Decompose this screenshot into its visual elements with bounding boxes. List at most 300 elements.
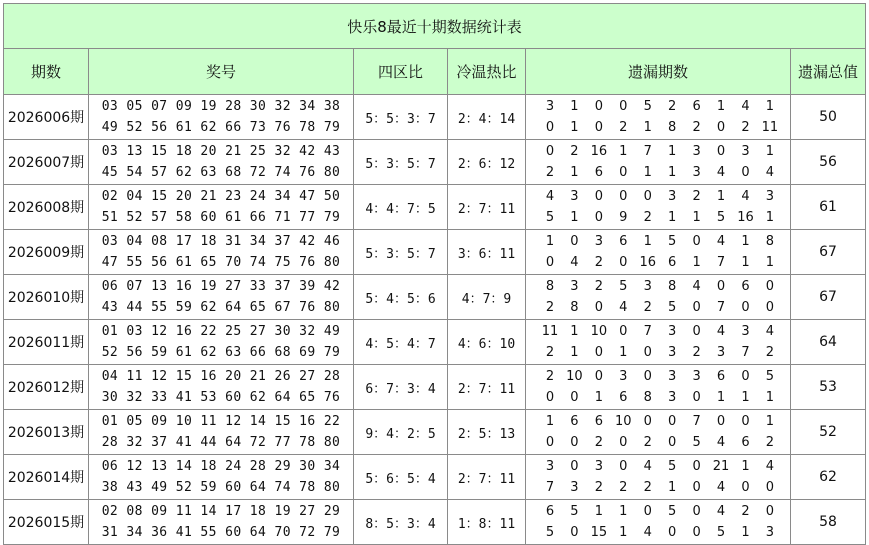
- period-cell: 2026009期: [4, 230, 89, 275]
- omission-value: 0: [741, 480, 750, 495]
- omission-value: 21: [712, 459, 730, 474]
- omission-value: 3: [570, 189, 579, 204]
- omission-value: 9: [619, 210, 628, 225]
- omission-line: [526, 141, 790, 162]
- omission-value: 6: [741, 279, 750, 294]
- omission-value: 6: [692, 99, 701, 114]
- numbers-line: 30 32 33 41 53 60 62 64 65 76: [101, 390, 341, 405]
- temp-ratio-cell: 4：6：10: [448, 320, 526, 365]
- omission-value: 2: [594, 435, 604, 450]
- zone-ratio-cell: 8：5：3：4: [354, 500, 448, 545]
- omission-value: 0: [643, 414, 652, 429]
- omission-value: 1: [668, 144, 677, 159]
- omission-value: 3: [668, 345, 677, 360]
- temp-ratio-cell: 3：6：11: [448, 230, 526, 275]
- omission-line: [526, 162, 790, 183]
- table-row: [4, 500, 866, 545]
- omission-value: 3: [741, 144, 750, 159]
- omission-value: 4: [741, 189, 750, 204]
- numbers-line: 38 43 49 52 59 60 64 74 78 80: [101, 480, 341, 495]
- omission-value: 1: [765, 390, 775, 405]
- omission-value: 0: [692, 480, 701, 495]
- omission-value: 1: [765, 144, 775, 159]
- omission-value: 3: [668, 324, 677, 339]
- period-cell: 2026011期: [4, 320, 89, 365]
- omission-value: 0: [643, 369, 652, 384]
- omission-value: 2: [668, 99, 677, 114]
- omission-line: [526, 207, 790, 228]
- omission-value: 0: [570, 390, 579, 405]
- omission-value: 0: [765, 480, 775, 495]
- omission-value: 5: [668, 234, 677, 249]
- omission-value: 0: [570, 234, 579, 249]
- temp-ratio-cell: 4：7：9: [448, 275, 526, 320]
- header-period: 期数: [4, 49, 89, 95]
- omission-value: 2: [692, 189, 701, 204]
- omission-value: 1: [692, 255, 701, 270]
- omission-value: 1: [765, 210, 775, 225]
- omission-value: 5: [765, 369, 775, 384]
- omission-value: 5: [643, 99, 652, 114]
- omission-value: 10: [566, 369, 583, 384]
- omission-value: 5: [545, 210, 555, 225]
- omission-value: 1: [741, 234, 750, 249]
- numbers-line: 06 12 13 14 18 24 28 29 30 34: [101, 459, 341, 474]
- omission-value: 5: [570, 504, 579, 519]
- omission-value: 1: [570, 120, 579, 135]
- omission-value: 10: [590, 324, 608, 339]
- numbers-line: 31 34 36 41 55 60 64 70 72 79: [101, 525, 341, 540]
- omission-value: 6: [741, 435, 750, 450]
- omission-line: [526, 387, 790, 408]
- header-numbers: 奖号: [89, 49, 354, 95]
- omission-value: 1: [570, 99, 579, 114]
- temp-ratio-cell: 1：8：11: [448, 500, 526, 545]
- numbers-cell: [89, 320, 354, 365]
- omission-value: 0: [741, 300, 750, 315]
- omission-line: [526, 252, 790, 273]
- omission-value: 0: [619, 255, 628, 270]
- omission-value: 0: [765, 504, 775, 519]
- omission-line: [526, 456, 790, 477]
- omission-value: 4: [765, 165, 775, 180]
- omission-value: 0: [545, 120, 555, 135]
- omission-value: 0: [545, 144, 555, 159]
- omission-value: 0: [570, 459, 579, 474]
- omission-value: 3: [643, 279, 652, 294]
- omission-value: 1: [545, 234, 555, 249]
- omission-value: 0: [594, 189, 604, 204]
- omission-value: 16: [639, 255, 657, 270]
- omission-value: 0: [692, 525, 701, 540]
- omission-total-cell: 62: [791, 455, 866, 500]
- omission-value: 1: [741, 255, 750, 270]
- omission-value: 0: [594, 369, 604, 384]
- zone-ratio-cell: 9：4：2：5: [354, 410, 448, 455]
- omission-value: 0: [594, 300, 604, 315]
- numbers-line: 06 07 13 16 19 27 33 37 39 42: [101, 279, 341, 294]
- omission-value: 1: [594, 390, 604, 405]
- zone-ratio-cell: 5：5：3：7: [354, 95, 448, 140]
- omission-value: 2: [643, 300, 652, 315]
- omission-value: 1: [765, 414, 775, 429]
- zone-ratio-cell: 5：4：5：6: [354, 275, 448, 320]
- omission-value: 0: [741, 165, 750, 180]
- omission-value: 3: [570, 480, 579, 495]
- title-row: [4, 4, 866, 49]
- omission-value: 16: [590, 144, 608, 159]
- temp-ratio-cell: 2：7：11: [448, 455, 526, 500]
- period-cell: 2026008期: [4, 185, 89, 230]
- stats-table-frame: [3, 3, 865, 541]
- omission-value: 2: [692, 345, 701, 360]
- omission-value: 4: [716, 165, 726, 180]
- numbers-line: 03 05 07 09 19 28 30 32 34 38: [101, 99, 341, 114]
- lottery-stats-table: [3, 3, 866, 545]
- omission-line: [526, 522, 790, 543]
- omission-value: 3: [765, 525, 775, 540]
- omission-total-cell: 61: [791, 185, 866, 230]
- omission-value: 0: [619, 324, 628, 339]
- header-zone-ratio: 四区比: [354, 49, 448, 95]
- omission-value: 7: [716, 300, 726, 315]
- omission-line: [526, 276, 790, 297]
- table-row: [4, 95, 866, 140]
- omission-total-cell: 58: [791, 500, 866, 545]
- omission-value: 1: [668, 480, 677, 495]
- omission-total-cell: 56: [791, 140, 866, 185]
- table-row: [4, 365, 866, 410]
- omission-value: 7: [716, 255, 726, 270]
- omission-line: [526, 477, 790, 498]
- omission-value: 6: [716, 369, 726, 384]
- omission-value: 2: [741, 504, 750, 519]
- omission-value: 0: [570, 435, 579, 450]
- omission-value: 1: [643, 234, 652, 249]
- omission-line: [526, 411, 790, 432]
- table-row: [4, 275, 866, 320]
- omission-value: 1: [594, 504, 604, 519]
- omission-value: 5: [545, 525, 555, 540]
- omission-value: 1: [741, 525, 750, 540]
- period-cell: 2026013期: [4, 410, 89, 455]
- omission-value: 4: [619, 300, 628, 315]
- omission-line: [526, 501, 790, 522]
- temp-ratio-cell: 2：7：11: [448, 365, 526, 410]
- omission-value: 0: [594, 120, 604, 135]
- zone-ratio-cell: 5：3：5：7: [354, 140, 448, 185]
- numbers-line: 01 05 09 10 11 12 14 15 16 22: [101, 414, 341, 429]
- omission-value: 4: [643, 459, 652, 474]
- omission-value: 3: [716, 345, 726, 360]
- omission-value: 0: [619, 189, 628, 204]
- omission-value: 1: [570, 345, 579, 360]
- omission-value: 7: [741, 345, 750, 360]
- numbers-line: 43 44 55 59 62 64 65 67 76 80: [101, 300, 341, 315]
- omission-value: 0: [668, 525, 677, 540]
- numbers-cell: [89, 500, 354, 545]
- omission-value: 6: [570, 414, 579, 429]
- omission-value: 4: [716, 324, 726, 339]
- omission-value: 0: [741, 369, 750, 384]
- omission-value: 1: [619, 504, 628, 519]
- period-cell: 2026006期: [4, 95, 89, 140]
- zone-ratio-cell: 5：3：5：7: [354, 230, 448, 275]
- numbers-cell: [89, 140, 354, 185]
- omission-value: 1: [668, 210, 677, 225]
- omission-value: 0: [619, 459, 628, 474]
- numbers-line: 51 52 57 58 60 61 66 71 77 79: [101, 210, 341, 225]
- omission-value: 0: [545, 255, 555, 270]
- omission-value: 1: [716, 189, 726, 204]
- omission-cell: [526, 185, 791, 230]
- omission-value: 0: [570, 525, 579, 540]
- numbers-line: 02 04 15 20 21 23 24 34 47 50: [101, 189, 341, 204]
- omission-value: 3: [692, 369, 701, 384]
- omission-value: 8: [545, 279, 555, 294]
- omission-value: 0: [716, 120, 726, 135]
- omission-value: 2: [619, 480, 628, 495]
- numbers-line: 52 56 59 61 62 63 66 68 69 79: [101, 345, 341, 360]
- numbers-cell: [89, 365, 354, 410]
- numbers-cell: [89, 275, 354, 320]
- omission-value: 2: [570, 144, 579, 159]
- header-omission: 遗漏期数: [526, 49, 791, 95]
- period-cell: 2026007期: [4, 140, 89, 185]
- numbers-line: 47 55 56 61 65 70 74 75 76 80: [101, 255, 341, 270]
- omission-value: 1: [668, 165, 677, 180]
- omission-value: 6: [668, 255, 677, 270]
- omission-value: 0: [741, 414, 750, 429]
- omission-value: 11: [541, 324, 559, 339]
- table-title: 快乐8最近十期数据统计表: [4, 4, 866, 49]
- omission-value: 5: [619, 279, 628, 294]
- omission-cell: [526, 320, 791, 365]
- numbers-line: 01 03 12 16 22 25 27 30 32 49: [101, 324, 341, 339]
- numbers-cell: [89, 410, 354, 455]
- omission-line: [526, 231, 790, 252]
- omission-cell: [526, 95, 791, 140]
- omission-line: [526, 321, 790, 342]
- table-row: [4, 185, 866, 230]
- omission-value: 1: [643, 165, 652, 180]
- temp-ratio-cell: 2：4：14: [448, 95, 526, 140]
- omission-value: 2: [619, 120, 628, 135]
- header-row: [4, 49, 866, 95]
- omission-value: 2: [765, 435, 775, 450]
- omission-line: [526, 117, 790, 138]
- table-row: [4, 455, 866, 500]
- omission-value: 4: [692, 279, 701, 294]
- omission-value: 5: [716, 525, 726, 540]
- omission-value: 0: [545, 435, 555, 450]
- omission-value: 4: [716, 435, 726, 450]
- omission-value: 0: [545, 390, 555, 405]
- zone-ratio-cell: 4：5：4：7: [354, 320, 448, 365]
- omission-value: 3: [545, 459, 555, 474]
- omission-value: 0: [619, 435, 628, 450]
- omission-value: 0: [594, 210, 604, 225]
- omission-value: 1: [716, 99, 726, 114]
- omission-value: 0: [643, 345, 652, 360]
- omission-value: 4: [741, 99, 750, 114]
- omission-value: 2: [545, 300, 555, 315]
- omission-cell: [526, 140, 791, 185]
- omission-value: 0: [765, 279, 775, 294]
- zone-ratio-cell: 4：4：7：5: [354, 185, 448, 230]
- table-row: [4, 320, 866, 365]
- period-cell: 2026012期: [4, 365, 89, 410]
- temp-ratio-cell: 2：6：12: [448, 140, 526, 185]
- omission-value: 16: [737, 210, 754, 225]
- omission-value: 15: [590, 525, 608, 540]
- omission-total-cell: 64: [791, 320, 866, 365]
- numbers-line: 28 32 37 41 44 64 72 77 78 80: [101, 435, 341, 450]
- omission-value: 1: [619, 144, 628, 159]
- omission-value: 6: [619, 390, 628, 405]
- omission-value: 2: [692, 120, 701, 135]
- zone-ratio-cell: 6：7：3：4: [354, 365, 448, 410]
- omission-value: 1: [619, 345, 628, 360]
- omission-value: 0: [692, 459, 701, 474]
- omission-line: [526, 366, 790, 387]
- omission-value: 2: [643, 435, 652, 450]
- omission-value: 0: [716, 279, 726, 294]
- omission-value: 0: [692, 324, 701, 339]
- omission-value: 8: [765, 234, 775, 249]
- omission-cell: [526, 455, 791, 500]
- omission-total-cell: 53: [791, 365, 866, 410]
- omission-line: [526, 297, 790, 318]
- numbers-cell: [89, 230, 354, 275]
- omission-value: 0: [692, 390, 701, 405]
- omission-value: 2: [643, 210, 652, 225]
- numbers-line: 03 04 08 17 18 31 34 37 42 46: [101, 234, 341, 249]
- omission-value: 0: [765, 300, 775, 315]
- omission-value: 5: [716, 210, 726, 225]
- omission-value: 0: [716, 144, 726, 159]
- omission-cell: [526, 410, 791, 455]
- table-row: [4, 140, 866, 185]
- table-row: [4, 410, 866, 455]
- omission-value: 5: [692, 435, 701, 450]
- period-cell: 2026014期: [4, 455, 89, 500]
- omission-total-cell: 67: [791, 230, 866, 275]
- omission-value: 11: [761, 120, 779, 135]
- omission-value: 2: [594, 279, 604, 294]
- omission-line: [526, 342, 790, 363]
- omission-total-cell: 52: [791, 410, 866, 455]
- omission-value: 6: [619, 234, 628, 249]
- omission-total-cell: 67: [791, 275, 866, 320]
- omission-value: 3: [765, 189, 775, 204]
- omission-value: 2: [643, 480, 652, 495]
- omission-value: 2: [545, 345, 555, 360]
- temp-ratio-cell: 2：7：11: [448, 185, 526, 230]
- omission-value: 4: [643, 525, 652, 540]
- omission-line: [526, 96, 790, 117]
- numbers-line: 45 54 57 62 63 68 72 74 76 80: [101, 165, 341, 180]
- omission-value: 2: [741, 120, 750, 135]
- omission-value: 0: [668, 435, 677, 450]
- omission-value: 0: [692, 504, 701, 519]
- numbers-line: 49 52 56 61 62 66 73 76 78 79: [101, 120, 341, 135]
- omission-value: 0: [594, 345, 604, 360]
- omission-value: 1: [741, 459, 750, 474]
- omission-value: 3: [570, 279, 579, 294]
- omission-value: 6: [545, 504, 555, 519]
- omission-value: 2: [545, 369, 555, 384]
- omission-value: 1: [570, 324, 579, 339]
- omission-value: 0: [692, 300, 701, 315]
- omission-value: 0: [619, 165, 628, 180]
- numbers-cell: [89, 455, 354, 500]
- omission-value: 7: [643, 324, 652, 339]
- omission-value: 4: [570, 255, 579, 270]
- omission-value: 0: [716, 414, 726, 429]
- omission-value: 6: [594, 165, 604, 180]
- omission-cell: [526, 230, 791, 275]
- omission-value: 4: [765, 459, 775, 474]
- omission-value: 0: [643, 189, 652, 204]
- omission-value: 3: [545, 99, 555, 114]
- header-omission-total: 遗漏总值: [791, 49, 866, 95]
- numbers-line: 03 13 15 18 20 21 25 32 42 43: [101, 144, 341, 159]
- omission-line: [526, 186, 790, 207]
- omission-value: 1: [692, 210, 701, 225]
- omission-value: 1: [619, 525, 628, 540]
- temp-ratio-cell: 2：5：13: [448, 410, 526, 455]
- zone-ratio-cell: 5：6：5：4: [354, 455, 448, 500]
- omission-value: 1: [716, 390, 726, 405]
- omission-value: 3: [668, 189, 677, 204]
- omission-value: 0: [668, 414, 677, 429]
- omission-value: 0: [594, 99, 604, 114]
- omission-value: 4: [545, 189, 555, 204]
- omission-value: 0: [692, 234, 701, 249]
- omission-value: 3: [594, 234, 604, 249]
- omission-value: 2: [594, 480, 604, 495]
- omission-value: 2: [594, 255, 604, 270]
- header-temp-ratio: 冷温热比: [448, 49, 526, 95]
- omission-value: 4: [765, 324, 775, 339]
- omission-cell: [526, 365, 791, 410]
- omission-value: 3: [594, 459, 604, 474]
- omission-value: 1: [570, 165, 579, 180]
- omission-value: 2: [545, 165, 555, 180]
- omission-value: 3: [741, 324, 750, 339]
- omission-value: 1: [741, 390, 750, 405]
- omission-value: 1: [545, 414, 555, 429]
- omission-cell: [526, 500, 791, 545]
- omission-value: 5: [668, 459, 677, 474]
- omission-value: 7: [692, 414, 701, 429]
- omission-value: 4: [716, 480, 726, 495]
- omission-value: 6: [594, 414, 604, 429]
- omission-value: 3: [692, 165, 701, 180]
- omission-value: 3: [668, 390, 677, 405]
- omission-value: 4: [716, 234, 726, 249]
- omission-value: 8: [643, 390, 652, 405]
- omission-value: 10: [615, 414, 632, 429]
- table-row: [4, 230, 866, 275]
- omission-value: 8: [570, 300, 579, 315]
- numbers-cell: [89, 185, 354, 230]
- numbers-cell: [89, 95, 354, 140]
- omission-value: 5: [668, 504, 677, 519]
- omission-value: 1: [643, 120, 652, 135]
- omission-value: 2: [765, 345, 775, 360]
